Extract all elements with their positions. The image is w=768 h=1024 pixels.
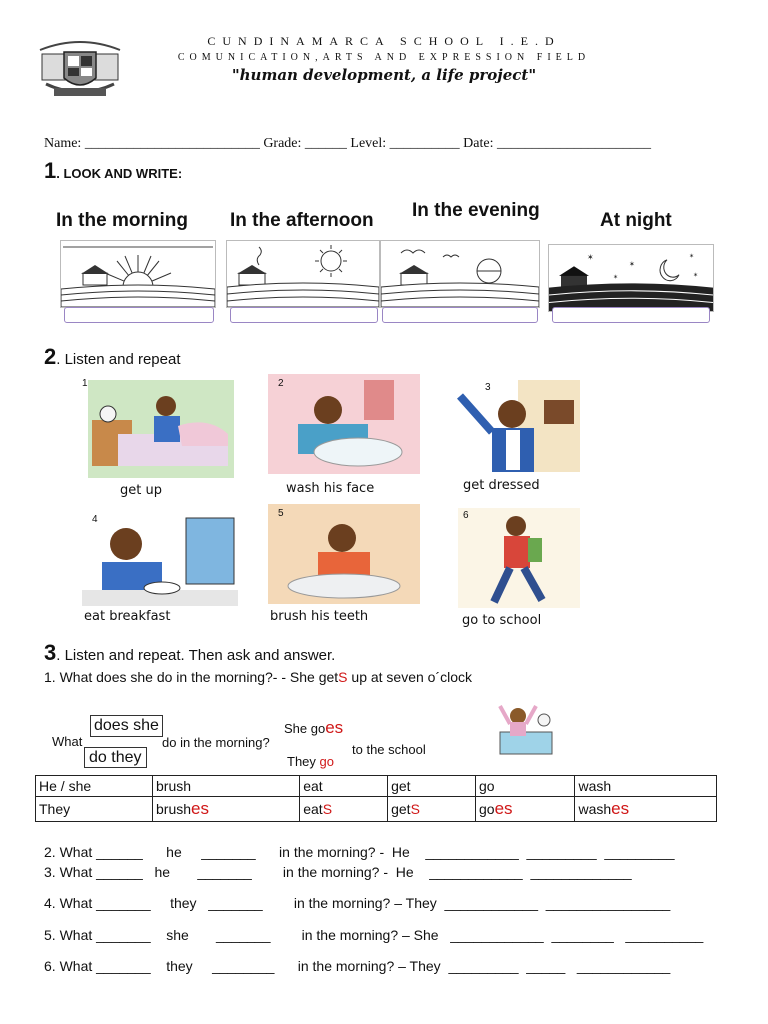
school-field: COMUNICATION,ARTS AND EXPRESSION FIELD xyxy=(177,52,591,63)
table-cell: eat xyxy=(300,776,388,797)
cell-base: get xyxy=(391,801,411,817)
table-cell: go xyxy=(475,776,575,797)
table-cell: brush xyxy=(153,776,300,797)
table-row xyxy=(36,797,717,822)
section-1-number: 1 xyxy=(44,158,57,183)
time-label-morning: In the morning xyxy=(56,210,188,231)
svg-text:✶: ✶ xyxy=(613,273,619,282)
exercise-line-4[interactable]: 4. What _______ they _______ in the morning? – They ____________ ________________ xyxy=(44,895,671,911)
diagram-go-red: go xyxy=(319,754,334,769)
example-suffix: up at seven o´clock xyxy=(347,669,473,685)
table-cell xyxy=(388,797,476,822)
picture-go-to-school xyxy=(458,508,582,610)
diagram-she-go: She go xyxy=(284,721,326,736)
picture-number-5: 5 xyxy=(278,508,284,519)
picture-number-4: 4 xyxy=(92,514,98,525)
table-cell: He / she xyxy=(36,776,153,797)
svg-text:✶: ✶ xyxy=(587,252,594,262)
caption-brush-his-teeth: brush his teeth xyxy=(270,609,369,624)
example-sentence xyxy=(44,669,472,685)
table-row xyxy=(36,776,717,797)
caption-go-to-school: go to school xyxy=(462,613,542,628)
table-cell xyxy=(475,797,575,822)
verb-conjugation-table xyxy=(35,775,717,822)
evening-scene-image xyxy=(380,240,540,308)
night-scene-image xyxy=(548,244,714,312)
answer-box-evening[interactable] xyxy=(382,307,538,323)
picture-number-3: 3 xyxy=(485,382,491,393)
diagram-to-school: to the school xyxy=(352,742,426,757)
picture-brush-his-teeth xyxy=(268,504,422,608)
section-1-title: . LOOK AND WRITE: xyxy=(56,166,183,181)
exercise-line-3[interactable]: 3. What ______ he _______ in the morning? - He ____________ _____________ xyxy=(44,864,632,880)
section-2-heading xyxy=(44,344,181,370)
diagram-middle: do in the morning? xyxy=(162,735,270,750)
section-3-heading xyxy=(44,640,335,666)
picture-get-dressed xyxy=(448,376,582,476)
school-name: CUNDINAMARCA SCHOOL I.E.D xyxy=(207,34,561,48)
svg-text:✶: ✶ xyxy=(689,252,695,260)
exercise-line-5[interactable]: 5. What _______ she _______ in the morning? – She ____________ ________ __________ xyxy=(44,927,704,943)
table-cell: get xyxy=(388,776,476,797)
section-3-title: . Listen and repeat. Then ask and answer. xyxy=(56,647,336,664)
picture-number-1: 1 xyxy=(82,378,88,389)
caption-get-up: get up xyxy=(120,483,162,498)
table-cell xyxy=(36,797,153,822)
school-motto: "human development, a life project" xyxy=(231,66,537,84)
diagram-do: do xyxy=(89,749,107,766)
section-1-heading xyxy=(44,158,182,184)
cell-base: brush xyxy=(156,801,192,817)
table-cell xyxy=(575,797,717,822)
svg-text:✶: ✶ xyxy=(629,259,635,269)
picture-wash-his-face xyxy=(268,374,424,478)
diagram-they-go xyxy=(287,754,334,769)
afternoon-scene-image xyxy=(226,240,380,308)
picture-eat-breakfast xyxy=(82,508,238,608)
answer-box-morning[interactable] xyxy=(64,307,214,323)
cell-red-ending: S xyxy=(410,801,420,817)
time-label-night: At night xyxy=(600,210,672,231)
answer-box-night[interactable] xyxy=(552,307,710,323)
student-info-line[interactable]: Name: _________________________ Grade: ______ Level: __________ Date: ______________________ xyxy=(44,136,651,151)
cell-base: wash xyxy=(578,801,612,817)
section-2-number: 2 xyxy=(44,344,57,369)
diagram-do-they-box xyxy=(84,747,147,768)
table-cell: wash xyxy=(575,776,717,797)
cell-red-ending: S xyxy=(322,801,333,817)
diagram-does: does xyxy=(94,717,129,734)
girl-waking-up-image xyxy=(494,696,558,758)
svg-text:✶: ✶ xyxy=(693,271,699,279)
diagram-she-goes xyxy=(284,718,343,738)
cell-base: go xyxy=(478,801,495,817)
cell-red-ending: es xyxy=(494,799,513,818)
caption-get-dressed: get dressed xyxy=(463,478,540,493)
diagram-what: What xyxy=(52,734,83,749)
example-red-ending: S xyxy=(338,669,348,685)
cell-red-ending: es xyxy=(611,799,630,818)
section-2-title: . Listen and repeat xyxy=(56,351,181,368)
picture-number-6: 6 xyxy=(463,510,469,521)
section-3-number: 3 xyxy=(44,640,57,665)
cell-base: eat xyxy=(303,801,323,817)
answer-box-afternoon[interactable] xyxy=(230,307,378,323)
diagram-she: she xyxy=(133,717,159,734)
example-prefix: 1. What does she do in the morning?- - She get xyxy=(44,669,339,685)
picture-get-up xyxy=(78,376,236,480)
diagram-es-ending: es xyxy=(325,718,344,737)
caption-eat-breakfast: eat breakfast xyxy=(84,609,171,624)
time-label-evening: In the evening xyxy=(412,200,540,221)
table-cell xyxy=(153,797,300,822)
diagram-they: they xyxy=(111,749,142,766)
cell-red-ending: es xyxy=(191,799,209,818)
table-cell xyxy=(300,797,388,822)
morning-scene-image xyxy=(60,240,216,308)
cell-base: They xyxy=(39,801,71,817)
diagram-does-she-box xyxy=(90,715,163,737)
diagram-they-label: They xyxy=(287,754,320,769)
exercise-line-6[interactable]: 6. What _______ they ________ in the morning? – They _________ _____ ____________ xyxy=(44,958,671,974)
picture-number-2: 2 xyxy=(278,378,284,389)
caption-wash-his-face: wash his face xyxy=(286,481,375,496)
exercise-line-2[interactable]: 2. What ______ he _______ in the morning? - He ____________ _________ _________ xyxy=(44,844,675,860)
time-label-afternoon: In the afternoon xyxy=(230,210,374,231)
